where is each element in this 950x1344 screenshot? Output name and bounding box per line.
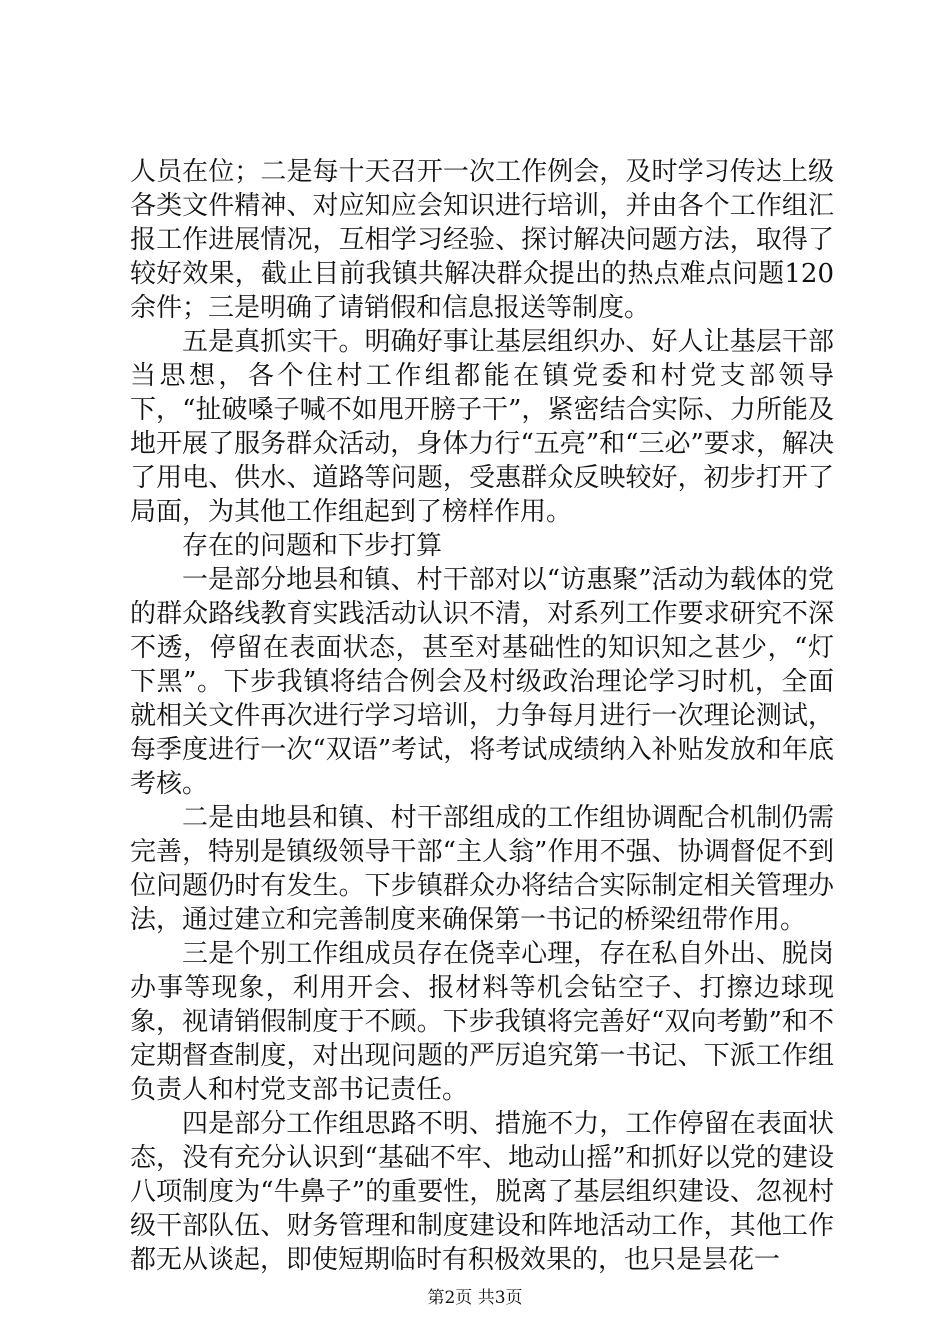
paragraph-problem-three: 三是个别工作组成员存在侥幸心理，存在私自外出、脱岗办事等现象，利用开会、报材料等机会钻空子、打擦边球现象，视请销假制度于不顾。下步我镇将完善好“双向考勤”和不定期督查制度，对出现问题的严厉追究第一书记、下派工作组负责人和村党支部书记责任。 bbox=[130, 939, 834, 1105]
paragraph-five-real-work: 五是真抓实干。明确好事让基层组织办、好人让基层干部当思想，各个住村工作组都能在镇党委和村党支部领导下，“扯破嗓子喊不如甩开膀子干”，紧密结合实际、力所能及地开展了服务群众活动，身体力行“五亮”和“三必”要求，解决了用电、供水、道路等问题，受惠群众反映较好，初步打开了局面，为其他工作组起到了榜样作用。 bbox=[130, 327, 834, 527]
document-body bbox=[130, 155, 834, 1277]
paragraph-problem-one: 一是部分地县和镇、村干部对以“访惠聚”活动为载体的党的群众路线教育实践活动认识不清，对系列工作要求研究不深不透，停留在表面状态，甚至对基础性的知识知之甚少，“灯下黑”。下步我镇将结合例会及村级政治理论学习时机，全面就相关文件再次进行学习培训，力争每月进行一次理论测试，每季度进行一次“双语”考试，将考试成绩纳入补贴发放和年底考核。 bbox=[130, 565, 834, 799]
page-number-footer: 第2页 共3页 bbox=[427, 1288, 523, 1308]
section-heading-problems-plans: 存在的问题和下步打算 bbox=[182, 531, 443, 561]
paragraph-continuation: 人员在位；二是每十天召开一次工作例会，及时学习传达上级各类文件精神、对应知应会知识进行培训，并由各个工作组汇报工作进展情况，互相学习经验、探讨解决问题方法，取得了较好效果，截止目前我镇共解决群众提出的热点难点问题120余件；三是明确了请销假和信息报送等制度。 bbox=[130, 157, 834, 323]
paragraph-problem-two: 二是由地县和镇、村干部组成的工作组协调配合机制仍需完善，特别是镇级领导干部“主人翁”作用不强、协调督促不到位问题仍时有发生。下步镇群众办将结合实际制定相关管理办法，通过建立和完善制度来确保第一书记的桥梁纽带作用。 bbox=[130, 803, 834, 935]
paragraph-problem-four: 四是部分工作组思路不明、措施不力，工作停留在表面状态，没有充分认识到“基础不牢、地动山摇”和抓好以党的建设八项制度为“牛鼻子”的重要性，脱离了基层组织建设、忽视村级干部队伍、财务管理和制度建设和阵地活动工作，其他工作都无从谈起，即使短期临时有积极效果的，也只是昙花一 bbox=[130, 1109, 834, 1275]
